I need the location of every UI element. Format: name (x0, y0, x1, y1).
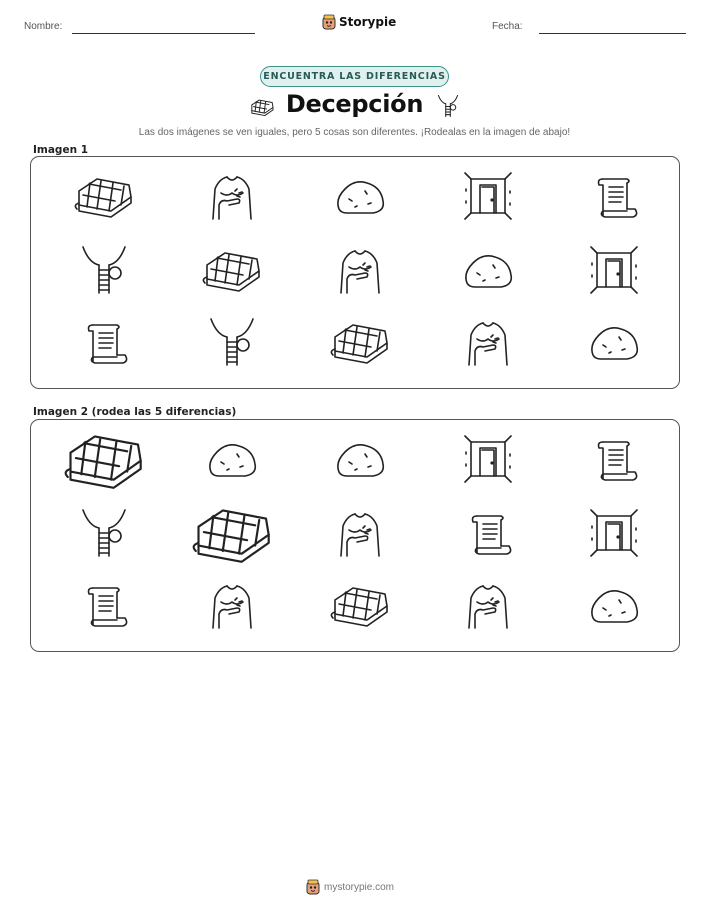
blanket-icon (325, 315, 395, 369)
scroll-icon (579, 169, 649, 223)
chest-icon (197, 169, 267, 223)
door-icon[interactable] (453, 432, 523, 486)
rock-icon[interactable] (197, 432, 267, 486)
blanket-icon[interactable] (57, 423, 152, 496)
scroll-icon[interactable] (579, 432, 649, 486)
brand-name: Storypie (339, 15, 397, 29)
date-line[interactable] (539, 33, 686, 34)
chest-icon[interactable] (197, 578, 267, 632)
scroll-icon[interactable] (69, 578, 139, 632)
brand-logo (322, 12, 396, 32)
storypie-mascot-icon (322, 14, 336, 30)
door-icon (579, 243, 649, 297)
name-label: Nombre: (24, 21, 63, 32)
page-title: Decepción (285, 90, 424, 118)
chest-icon (325, 243, 395, 297)
storypie-mascot-icon (306, 879, 320, 895)
door-icon (453, 169, 523, 223)
instructions: Las dos imágenes se ven iguales, pero 5 cosas son diferentes. ¡Rodealas en la imagen de abajo! (138, 127, 571, 138)
throat-icon (432, 92, 464, 120)
image2-label: Imagen 2 (rodea las 5 diferencias) (33, 406, 237, 418)
chest-icon[interactable] (325, 506, 395, 560)
blanket-icon (69, 169, 139, 223)
image1-label: Imagen 1 (33, 144, 89, 156)
name-line[interactable] (72, 33, 255, 34)
throat-icon (69, 243, 139, 297)
rock-icon (325, 169, 395, 223)
blanket-icon[interactable] (185, 497, 280, 570)
date-label: Fecha: (492, 21, 523, 32)
blanket-icon (197, 243, 267, 297)
footer (306, 879, 394, 895)
footer-url: mystorypie.com (324, 881, 395, 893)
rock-icon (579, 315, 649, 369)
scroll-icon (69, 315, 139, 369)
throat-icon[interactable] (69, 506, 139, 560)
throat-icon (197, 315, 267, 369)
image1-panel (30, 156, 680, 389)
chest-icon[interactable] (453, 578, 523, 632)
rock-icon[interactable] (325, 432, 395, 486)
rock-icon[interactable] (579, 578, 649, 632)
activity-tag: ENCUENTRA LAS DIFERENCIAS (260, 66, 449, 87)
image2-panel[interactable] (30, 419, 680, 652)
door-icon[interactable] (579, 506, 649, 560)
rock-icon (453, 243, 523, 297)
blanket-icon[interactable] (325, 578, 395, 632)
scroll-icon[interactable] (453, 506, 523, 560)
chest-icon (453, 315, 523, 369)
